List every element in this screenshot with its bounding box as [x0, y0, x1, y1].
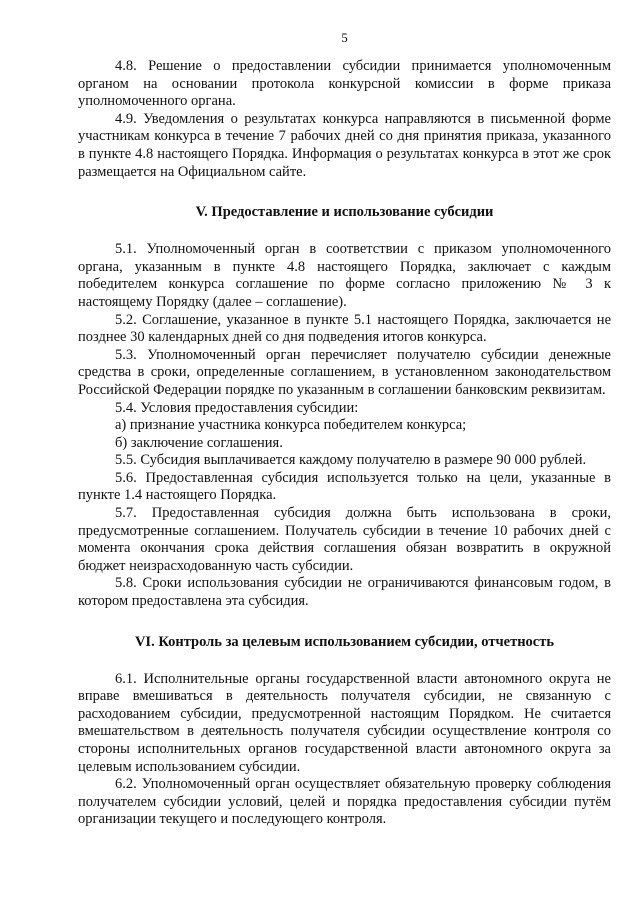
paragraph-4-8: 4.8. Решение о предоставлении субсидии принимается уполномоченным органом на основании протокола конкурсной комиссии в форме приказа уполномоченного органа.: [78, 58, 611, 110]
paragraph-6-2: 6.2. Уполномоченный орган осуществляет обязательную проверку соблюдения получателем субсидии условий, целей и порядка предоставления субсидии путём организации текущего и последующего контроля.: [78, 776, 611, 828]
paragraph-4-9: 4.9. Уведомления о результатах конкурса направляются в письменной форме участникам конкурса в течение 7 рабочих дней со дня принятия приказа, указанного в пункте 4.8 настоящего Порядка. Информация о результатах конкурса в этот же срок размещается на Официальном сайте.: [78, 110, 611, 180]
paragraph-6-1: 6.1. Исполнительные органы государственной власти автономного округа не вправе вмешиваться в деятельность получателя субсидии, не связанную с расходованием субсидии, предусмотренной настоящим Порядком. Не считается вмешательством в деятельность получателя субсидии осуществление контроля со стороны исполнительных органов государственной власти автономного округа за целевым использованием субсидии.: [78, 670, 611, 775]
paragraph-5-4: 5.4. Условия предоставления субсидии:: [115, 399, 359, 416]
paragraph-5-3: 5.3. Уполномоченный орган перечисляет получателю субсидии денежные средства в сроки, определенные соглашением, в установленном законодательством Российской Федерации порядке по указанным в соглашении банковским реквизитам.: [78, 346, 611, 398]
paragraph-5-6: 5.6. Предоставленная субсидия используется только на цели, указанные в пункте 1.4 настоящего Порядка.: [78, 469, 611, 504]
section-6-title: VI. Контроль за целевым использованием субсидии, отчетность: [134, 633, 555, 650]
document-page: [78, 30, 611, 829]
paragraph-5-4-b: б) заключение соглашения.: [115, 434, 283, 451]
paragraph-5-7: 5.7. Предоставленная субсидия должна быть использована в сроки, предусмотренные соглашением. Получатель субсидии в течение 10 рабочих дней с момента окончания срока действия соглашения обязан возвратить в окружной бюджет неизрасходованную часть субсидии.: [78, 505, 611, 574]
section-5-title: V. Предоставление и использование субсидии: [195, 204, 494, 221]
paragraph-5-8: 5.8. Сроки использования субсидии не ограничиваются финансовым годом, в котором предоставлена эта субсидия.: [78, 575, 611, 610]
paragraph-5-2: 5.2. Соглашение, указанное в пункте 5.1 настоящего Порядка, заключается не позднее 30 календарных дней со дня подведения итогов конкурса.: [78, 311, 611, 346]
paragraph-5-5: 5.5. Субсидия выплачивается каждому получателю в размере 90 000 рублей.: [115, 452, 587, 469]
paragraph-5-1: 5.1. Уполномоченный орган в соответствии с приказом уполномоченного органа, указанным в пункте 4.8 настоящего Порядка, заключает с каждым победителем конкурса соглашение по форме согласно приложению № 3 к настоящему Порядку (далее – соглашение).: [78, 241, 611, 310]
page-number: 5: [341, 30, 348, 45]
paragraph-5-4-a: а) признание участника конкурса победителем конкурса;: [115, 417, 467, 434]
